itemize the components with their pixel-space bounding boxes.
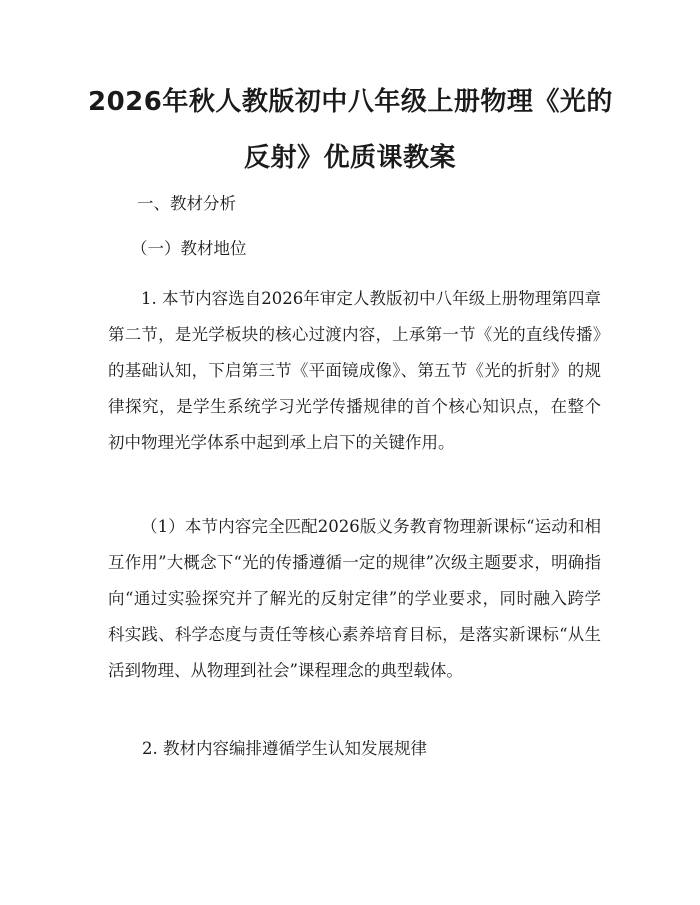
subsection-heading-textbook-status: （一）教材地位 [131,239,247,258]
section-heading-textbook-analysis: 一、教材分析 [137,194,236,213]
paragraph-textbook-position: 1. 本节内容选自2026年审定人教版初中八年级上册物理第四章第二节，是光学板块的核心过渡内容，上承第一节《光的直线传播》的基础认知，下启第三节《平面镜成像》、第五节《光的折射》的规律探究，是学生系统学习光学传播规律的首个核心知识点，在整个初中物理光学体系中起到承上启下的关键作用。 [108,289,601,452]
point-heading-content-arrangement: 2. 教材内容编排遵循学生认知发展规律 [142,739,427,758]
title-line-1: 2026年秋人教版初中八年级上册物理《光的 [88,87,613,117]
title-line-2: 反射》优质课教案 [243,143,456,173]
document-title [88,74,612,186]
paragraph-curriculum-alignment: （1）本节内容完全匹配2026版义务教育物理新课标“运动和相互作用”大概念下“光的传播遵循一定的规律”次级主题要求，明确指向“通过实验探究并了解光的反射定律”的学业要求，同时融入跨学科实践、科学态度与责任等核心素养培育目标，是落实新课标“从生活到物理、从物理到社会”课程理念的典型载体。 [108,517,601,680]
